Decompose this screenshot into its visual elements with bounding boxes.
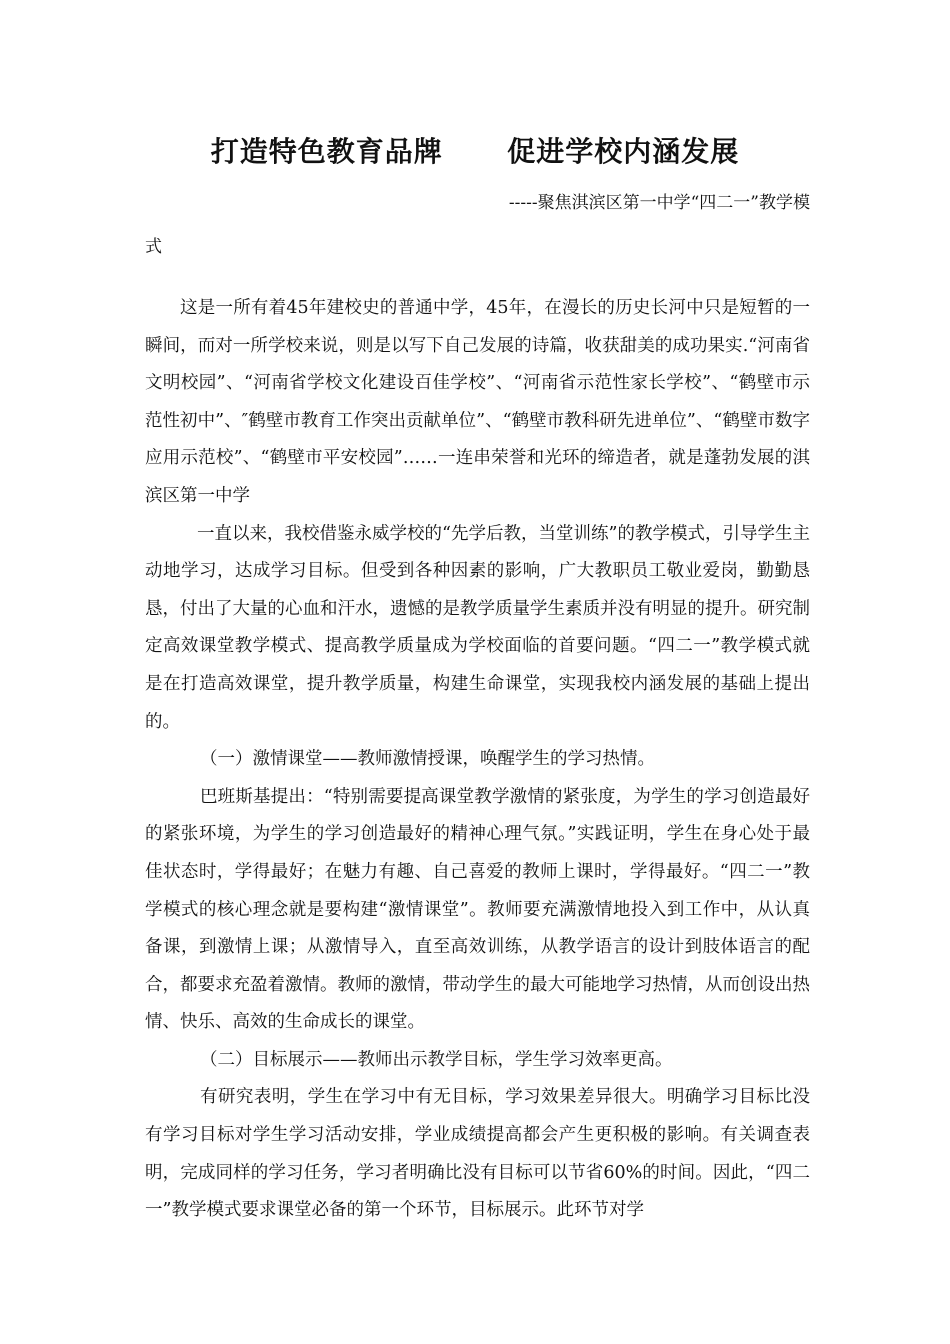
paragraph-section-2: 有研究表明，学生在学习中有无目标，学习效果差异很大。明确学习目标比没有学习目标对学生学习活动安排，学业成绩提高都会产生更积极的影响。有关调查表明，完成同样的学习任务，学习者明确比没有目标可以节省60%的时间。因此，“四二一”教学模式要求课堂必备的第一个环节，目标展示。此环节对学 xyxy=(145,1087,810,1221)
paragraph-section-1: 巴班斯基提出：“特别需要提高课堂教学激情的紧张度，为学生的学习创造最好的紧张环境，为学生的学习创造最好的精神心理气氛。”实践证明，学生在身心处于最佳状态时，学得最好；在魅力有趣、自己喜爱的教师上课时，学得最好。“四二一”教学模式的核心理念就是要构建“激情课堂”。教师要充满激情地投入到工作中，从认真备课，到激情上课；从激情导入，直至高效训练，从教学语言的设计到肢体语言的配合，都要求充盈着激情。教师的激情，带动学生的最大可能地学习热情，从而创设出热情、快乐、高效的生命成长的课堂。 xyxy=(145,786,810,1033)
document-subtitle-continuation: 式 xyxy=(145,237,162,257)
document-subtitle: -----聚焦淇滨区第一中学“四二一”教学模 xyxy=(508,193,810,213)
paragraph-intro: 这是一所有着45年建校史的普通中学，45年，在漫长的历史长河中只是短暂的一瞬间，而对一所学校来说，则是以写下自己发展的诗篇，收获甜美的成功果实.“河南省文明校园”、“河南省学校文化建设百佳学校”、“河南省示范性家长学校”、“鹤壁市示范性初中”、″鹤壁市教育工作突出贡献单位”、“鹤壁市教科研先进单位”、“鹤壁市数字应用示范校”、“鹤壁市平安校园”……一连串荣誉和光环的缔造者，就是蓬勃发展的淇滨区第一中学 xyxy=(145,298,810,506)
document-body xyxy=(145,290,810,1230)
document-title: 打造特色教育品牌 促进学校内涵发展 xyxy=(210,135,740,168)
paragraph-background: 一直以来，我校借鉴永威学校的“先学后教，当堂训练”的教学模式，引导学生主动地学习，达成学习目标。但受到各种因素的影响，广大教职员工敬业爱岗，勤勤恳恳，付出了大量的心血和汗水，遗憾的是教学质量学生素质并没有明显的提升。研究制定高效课堂教学模式、提高教学质量成为学校面临的首要问题。“四二一”教学模式就是在打造高效课堂，提升教学质量，构建生命课堂，实现我校内涵发展的基础上提出的。 xyxy=(145,523,810,732)
section-heading-1: （一）激情课堂——教师激情授课，唤醒学生的学习热情。 xyxy=(200,749,655,770)
section-heading-2: （二）目标展示——教师出示教学目标，学生学习效率更高。 xyxy=(200,1049,673,1070)
